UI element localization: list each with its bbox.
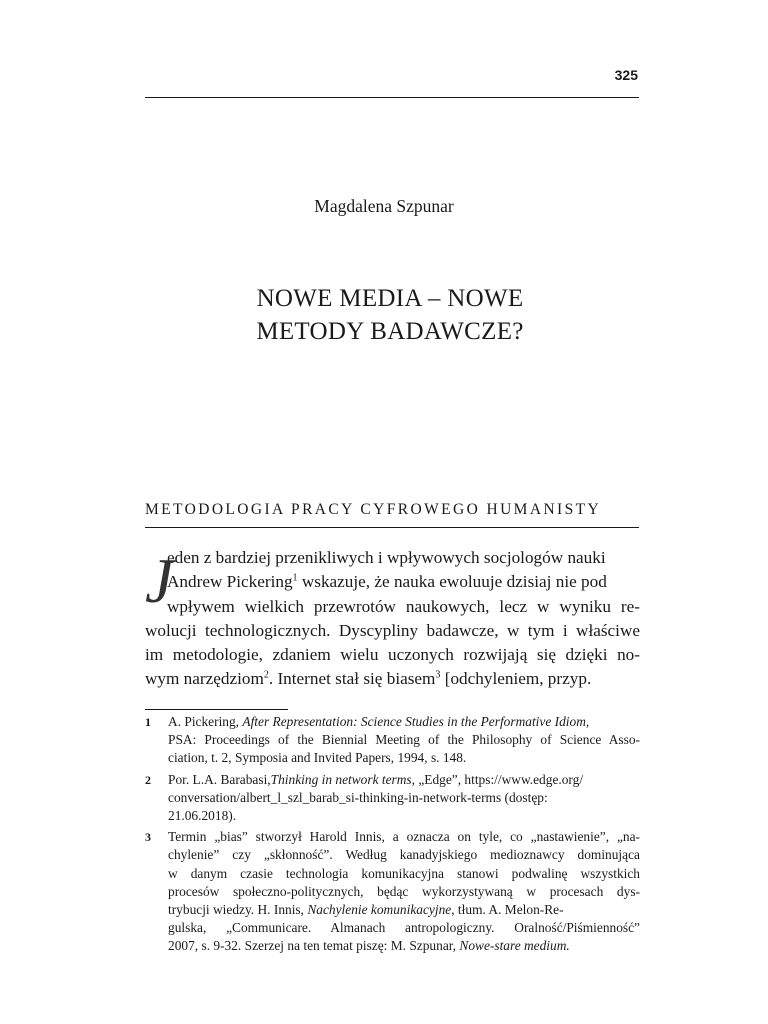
footnote-ref-1[interactable]: 1: [292, 572, 298, 584]
footnote-line: ciation, t. 2, Symposia and Invited Papers, 1994, s. 148.: [168, 750, 467, 766]
footnote-2: [145, 771, 640, 826]
article-title: [0, 282, 768, 348]
footnote-line: gulska, „Communicare. Almanach antropologiczny. Oralność/Piśmienność”: [168, 920, 640, 936]
body-text: [145, 546, 640, 692]
section-heading: METODOLOGIA PRACY CYFROWEGO HUMANISTY: [145, 501, 602, 518]
body-line-6: wym narzędziom$^2$. Internet stał się biasem$^3$ [odchyleniem, przyp.: [145, 669, 592, 689]
author-name: Magdalena Szpunar: [314, 196, 454, 216]
footnote-ref-3[interactable]: 3: [435, 669, 441, 681]
section-rule: [145, 527, 639, 528]
footnote-line: chylenie” czy „skłonność”. Według kanadyjskiego medioznawcy dominująca: [168, 847, 640, 863]
footnote-line: Por. L.A. Barabasi,Thinking in network terms, „Edge”, https://www.edge.org/: [168, 771, 584, 787]
footnote-number: 2: [145, 772, 151, 787]
footnote-link-line[interactable]: conversation/albert_l_szl_barab_si-thinking-in-network-terms (dostęp:: [168, 789, 548, 805]
header-rule: [145, 97, 639, 98]
footnotes: [145, 713, 640, 959]
footnote-line: w danym czasie technologia komunikacyjna stanowi podwalinę wszystkich: [168, 865, 640, 881]
footnote-3: [145, 828, 640, 955]
body-line-1: eden z bardziej przenikliwych i wpływowych socjologów nauki: [167, 548, 606, 567]
footnote-line: Termin „bias” stworzył Harold Innis, a oznacza on tyle, co „nastawienie”, „na-: [168, 829, 640, 845]
page-number: 325: [614, 67, 638, 83]
drop-cap: J: [145, 545, 174, 616]
footnote-ref-2[interactable]: 2: [263, 669, 269, 681]
footnote-number: 3: [145, 830, 151, 845]
body-line-5: im metodologie, zdaniem wielu uczonych rozwijają się dzięki no-: [145, 645, 640, 665]
body-line-2: Andrew Pickering$^1$ wskazuje, że nauka ewoluuje dzisiaj nie pod: [167, 572, 607, 592]
footnote-line: A. Pickering, After Representation: Science Studies in the Performative Idiom,: [168, 714, 590, 729]
title-line-1: NOWE MEDIA – NOWE: [256, 285, 524, 312]
footnote-line: procesów społeczno-politycznych, będąc wykorzystywaną w procesach dys-: [168, 883, 640, 899]
footnote-1: [145, 713, 640, 768]
footnote-line: trybucji wiedzy. H. Innis, Nachylenie komunikacyjne, tłum. A. Melon-Re-: [168, 902, 564, 918]
footnote-number: 1: [145, 715, 151, 729]
body-line-4: wolucji technologicznych. Dyscypliny badawcze, w tym i właściwe: [145, 620, 640, 640]
body-line-3: wpływem wielkich przewrotów naukowych, lecz w wyniku re-: [167, 596, 640, 616]
footnote-link[interactable]: , „Edge”, https://www.edge.org/: [411, 771, 584, 787]
title-line-2: METODY BADAWCZE?: [256, 318, 524, 345]
footnote-line: 2007, s. 9-32. Szerzej na ten temat piszę: M. Szpunar, Nowe-stare medium.: [168, 938, 570, 954]
footnote-line: 21.06.2018).: [168, 808, 237, 824]
footnote-line: PSA: Proceedings of the Biennial Meeting of the Philosophy of Science Asso-: [168, 732, 640, 748]
footnote-rule: [145, 709, 288, 710]
